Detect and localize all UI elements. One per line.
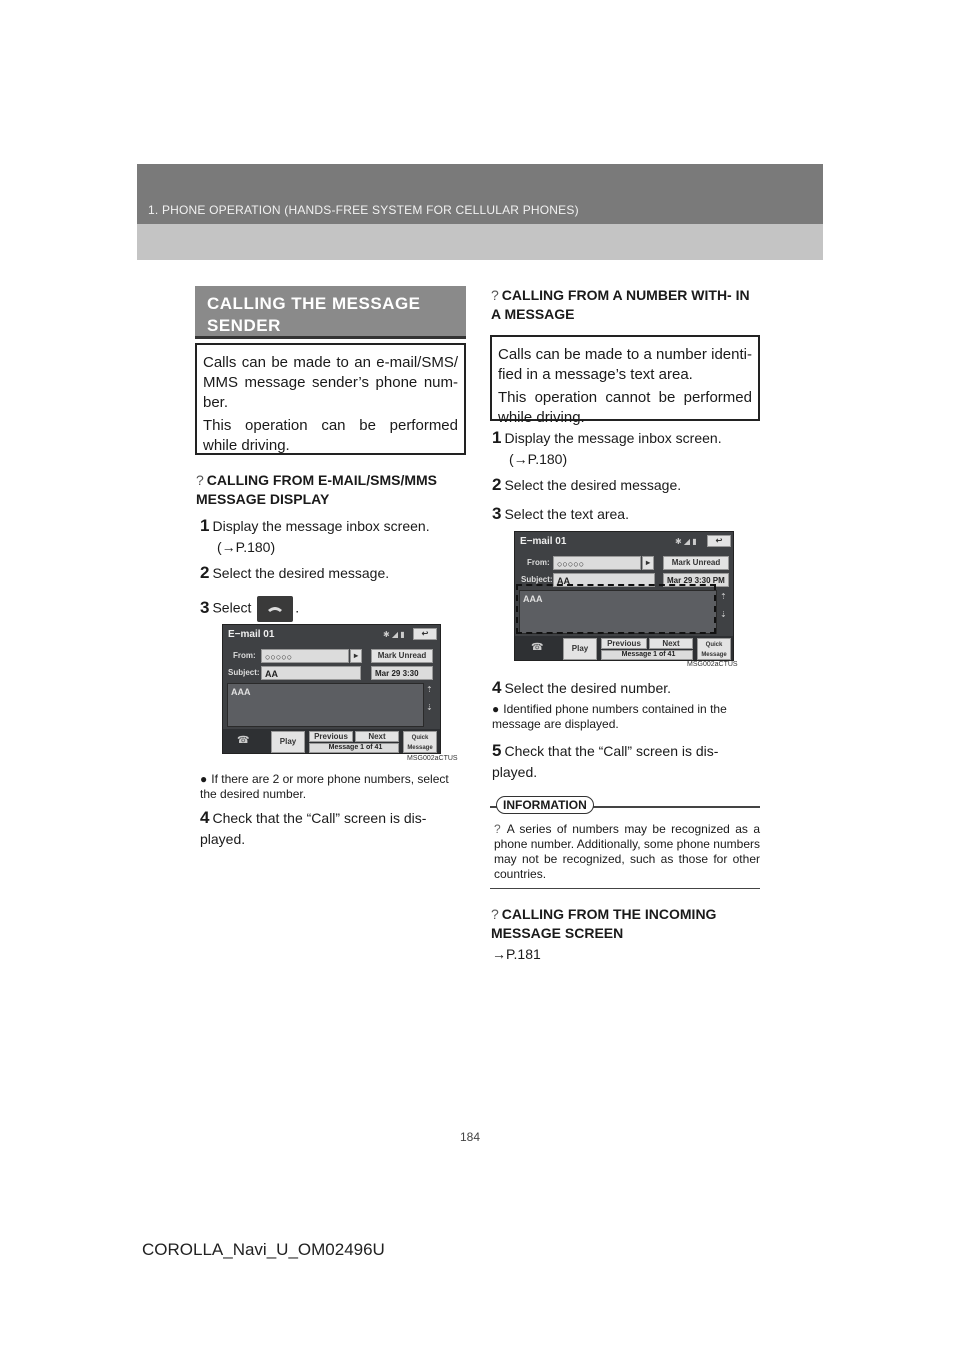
- document-footer: COROLLA_Navi_U_OM02496U: [142, 1240, 385, 1259]
- date-field: Mar 29 3:30 PM: [663, 573, 729, 587]
- message-counter: Message 1 of 41: [309, 743, 399, 753]
- from-field[interactable]: ○○○○○: [261, 649, 349, 663]
- step-text: Check that the “Call” screen is dis- played.: [492, 743, 719, 780]
- bullet-marker: ?: [491, 287, 499, 303]
- subheading-text: CALLING FROM THE INCOMING MESSAGE SCREEN: [491, 906, 717, 941]
- step-text: Select the desired number.: [504, 680, 672, 696]
- subject-label: Subject:: [228, 668, 260, 677]
- bullet-note: ● Identified phone numbers contained in the message are displayed.: [492, 702, 727, 731]
- info-note: ? A series of numbers may be recognized as a phone number. Additionally, some phone numbers may not be recognized, such as those for other countries.: [494, 822, 760, 881]
- quick-message-button[interactable]: Quick Message: [403, 731, 437, 753]
- intro-box: [490, 335, 760, 426]
- previous-button[interactable]: Previous: [601, 638, 647, 649]
- step-3: 3 Select the text area.: [492, 504, 629, 523]
- step-text: Check that the “Call” screen is dis- played.: [200, 810, 427, 847]
- status-icons: ✱ ◢ ▮: [383, 630, 405, 639]
- arrow-icon[interactable]: ▸: [642, 556, 654, 570]
- play-button[interactable]: Play: [271, 731, 305, 753]
- page-reference: →P.181: [492, 946, 541, 962]
- phone-icon: [257, 596, 293, 622]
- banner-rule: [195, 336, 466, 339]
- step-2: 2 Select the desired message.: [200, 563, 390, 582]
- step-5: 5 Check that the “Call” screen is dis- played.: [492, 741, 719, 780]
- step-4: 4 Check that the “Call” screen is dis- played.: [200, 808, 427, 847]
- step-1: 1 Display the message inbox screen. (→P.180): [492, 428, 722, 467]
- step-text: Select: [212, 599, 252, 616]
- intro-note: This operation cannot be performed while driving.: [498, 389, 752, 426]
- from-field[interactable]: ○○○○○: [553, 556, 641, 570]
- intro-text: Calls can be made to a number identi- fied in a message’s text area.: [498, 346, 752, 383]
- intro-note: This operation can be performed while driving.: [203, 417, 458, 454]
- play-button[interactable]: Play: [563, 638, 597, 660]
- subject-field[interactable]: AA: [261, 666, 361, 680]
- status-icons: ✱ ◢ ▮: [675, 537, 697, 546]
- subheading-text: CALLING FROM E-MAIL/SMS/MMS MESSAGE DISPLAY: [196, 472, 437, 507]
- page-reference: (→P.180): [217, 539, 276, 555]
- text-area-highlight: [516, 584, 716, 634]
- intro-text: Calls can be made to an e-mail/SMS/ MMS message sender’s phone num- ber.: [203, 354, 458, 411]
- mark-unread-button[interactable]: Mark Unread: [663, 556, 729, 570]
- scrollbar[interactable]: ⇡ ⇣: [720, 592, 727, 619]
- step-text: Select the desired message.: [212, 565, 390, 581]
- bullet-text: If there are 2 or more phone numbers, select the desired number.: [200, 772, 449, 801]
- previous-button[interactable]: Previous: [309, 731, 353, 742]
- mark-unread-button[interactable]: Mark Unread: [371, 649, 433, 663]
- message-body[interactable]: AAA: [227, 683, 424, 727]
- information-label: INFORMATION: [496, 796, 594, 814]
- step-text: Display the message inbox screen.: [212, 518, 430, 534]
- bullet-marker: ?: [196, 472, 204, 488]
- from-label: From:: [233, 651, 256, 660]
- info-text: A series of numbers may be recognized as a phone number. Additionally, some phone numbers may not be recognized, such as those for other countries.: [494, 822, 760, 881]
- screen-mockup: [222, 624, 441, 754]
- quick-message-button[interactable]: Quick Message: [697, 638, 731, 660]
- scrollbar[interactable]: ⇡ ⇣: [426, 685, 433, 712]
- date-field: Mar 29 3:30: [371, 666, 433, 680]
- bullet-text: Identified phone numbers contained in the message are displayed.: [492, 702, 727, 731]
- section-banner: CALLING THE MESSAGE SENDER: [195, 286, 466, 336]
- step-text: Select the text area.: [504, 506, 629, 522]
- subheading: [491, 286, 759, 324]
- step-4: 4 Select the desired number.: [492, 678, 672, 697]
- from-label: From:: [527, 558, 550, 567]
- step-1: 1 Display the message inbox screen. (→P.180): [200, 516, 430, 555]
- message-body[interactable]: AAA: [519, 590, 717, 634]
- page-number: 184: [460, 1130, 481, 1144]
- intro-box: [195, 343, 466, 455]
- screen-mockup: [514, 531, 734, 661]
- step-text: Display the message inbox screen.: [504, 430, 722, 446]
- next-button[interactable]: Next: [649, 638, 693, 649]
- subject-label: Subject:: [521, 575, 553, 584]
- back-button[interactable]: ↩: [707, 535, 731, 547]
- subheading: [196, 471, 466, 509]
- call-icon[interactable]: ☎: [237, 735, 250, 746]
- section-header-text: 1. PHONE OPERATION (HANDS-FREE SYSTEM FOR CELLULAR PHONES): [148, 203, 579, 217]
- screen-title: E−mail 01: [520, 536, 567, 547]
- back-button[interactable]: ↩: [413, 628, 437, 640]
- subheading-text: CALLING FROM A NUMBER WITH- IN A MESSAGE: [491, 287, 750, 322]
- image-tag: MSG002aCTUS: [407, 755, 458, 762]
- step-3: 3 Select .: [200, 596, 466, 622]
- call-icon[interactable]: ☎: [531, 642, 544, 653]
- bullet-note: ● If there are 2 or more phone numbers, select the desired number.: [200, 772, 449, 801]
- header-subband: [137, 224, 823, 260]
- screen-title: E−mail 01: [228, 629, 275, 640]
- step-2: 2 Select the desired message.: [492, 475, 682, 494]
- message-counter: Message 1 of 41: [601, 650, 693, 660]
- bullet-marker: ?: [491, 906, 499, 922]
- image-tag: MSG002aCTUS: [687, 661, 738, 668]
- info-rule-bottom: [490, 888, 760, 889]
- subject-field[interactable]: AA: [553, 573, 655, 587]
- arrow-icon[interactable]: ▸: [350, 649, 362, 663]
- next-button[interactable]: Next: [355, 731, 399, 742]
- page-reference: (→P.180): [509, 451, 568, 467]
- subheading: [491, 905, 759, 943]
- step-text: Select the desired message.: [504, 477, 682, 493]
